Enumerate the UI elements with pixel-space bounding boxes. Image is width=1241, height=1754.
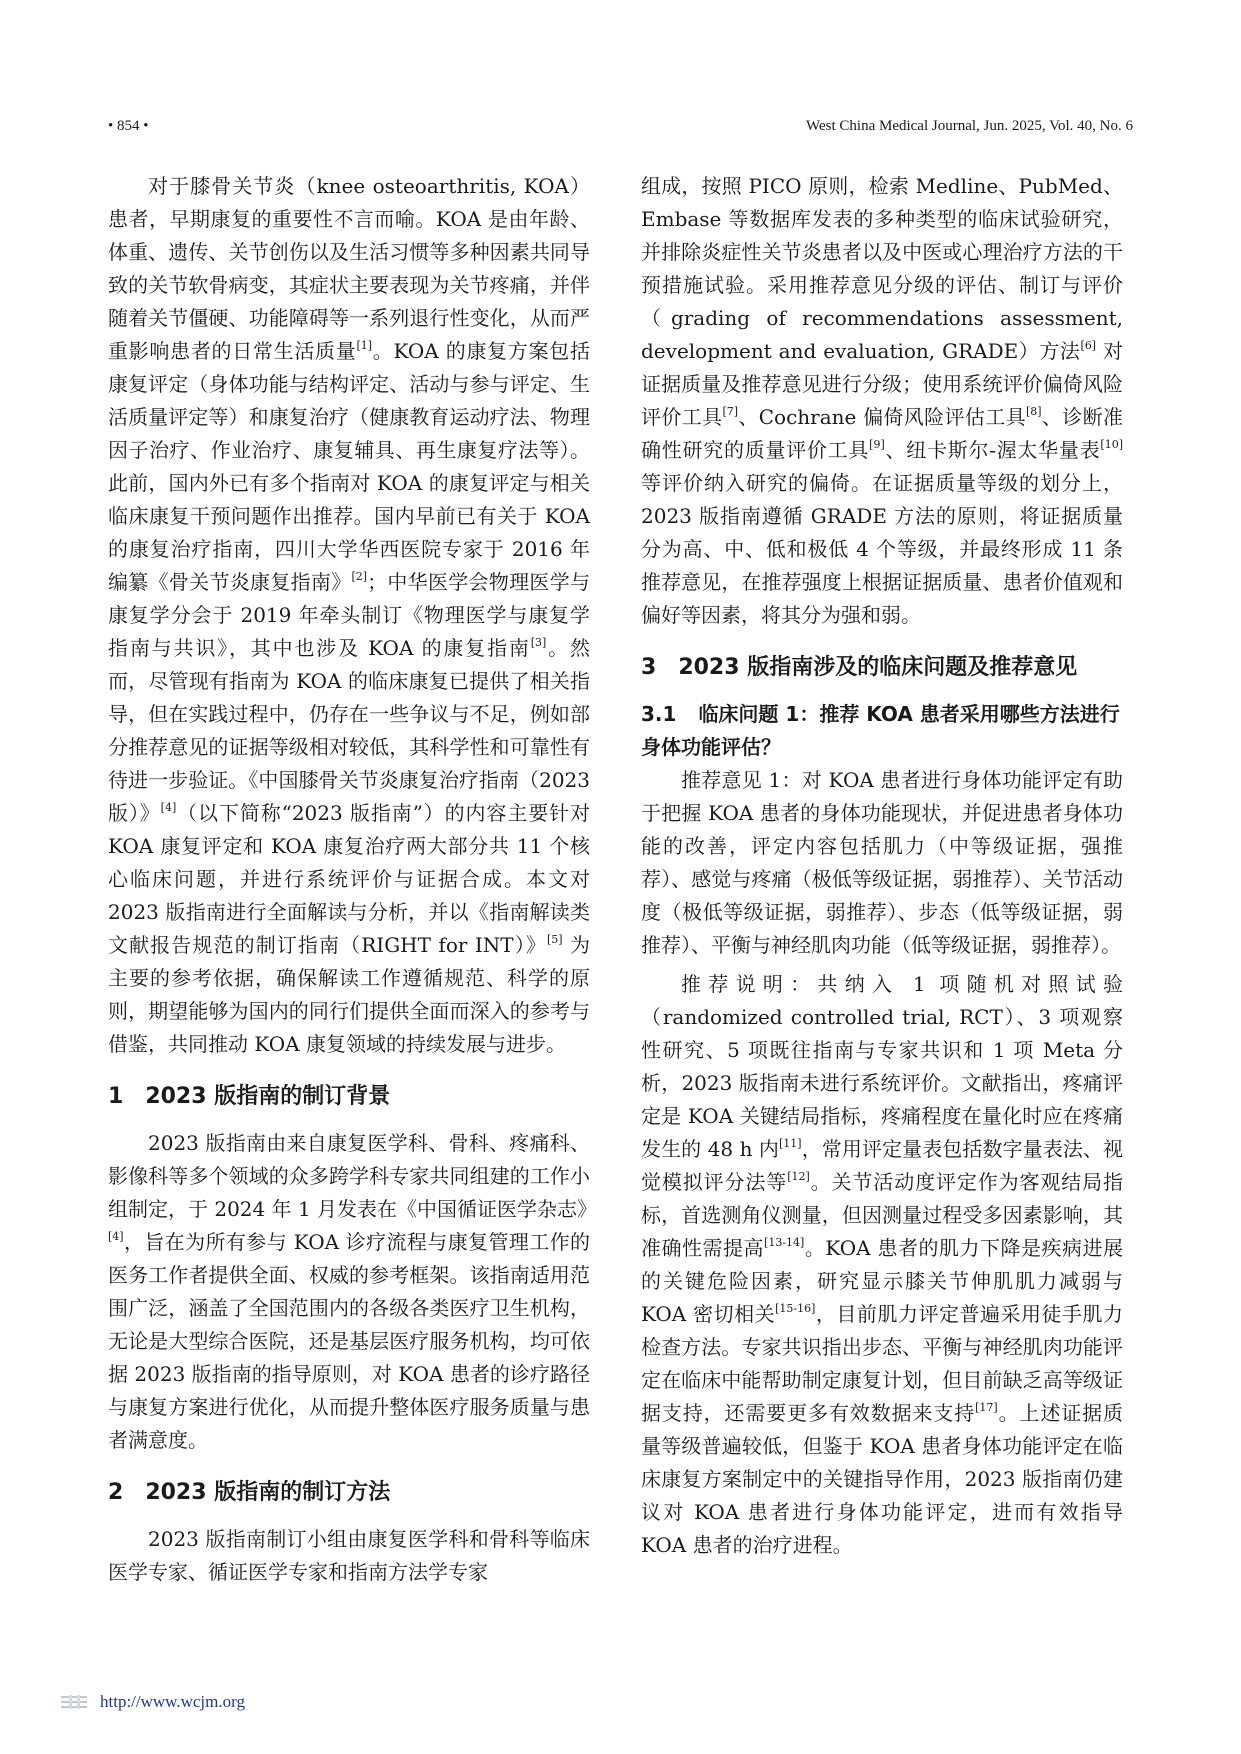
journal-website-link[interactable]: http://www.wcjm.org (100, 1692, 245, 1711)
citation-ref[interactable]: [1] (356, 339, 373, 352)
section-heading-2: 2 2023 版指南的制订方法 (108, 1480, 391, 1505)
page-number: • 854 • (108, 118, 149, 134)
citation-ref[interactable]: [6] (1080, 339, 1097, 352)
intro-paragraph: 对于膝骨关节炎（knee osteoarthritis, KOA）患者，早期康复的重要性不言而喻。KOA 是由年龄、体重、遗传、关节创伤以及生活习惯等多种因素共同导致的关节软骨病变，其症状主要表现为关节疼痛，并伴随着关节僵硬、功能障碍等一系列退行性变化，从而严重影响患者的日常生活质量[1]。KOA 的康复方案包括康复评定（身体功能与结构评定、活动与参与评定、生活质量评定等）和康复治疗（健康教育运动疗法、物理因子治疗、作业治疗、康复辅具、再生康复疗法等）。此前，国内外已有多个指南对 KOA 的康复评定与相关临床康复干预问题作出推荐。国内早前已有关于 KOA 的康复治疗指南，四川大学华西医院专家于 2016 年编纂《骨关节炎康复指南》[2]；中华医学会物理医学与康复学分会于 2019 年牵头制订《物理医学与康复学指南与共识》，其中也涉及 KOA 的康复指南[3]。然而，尽管现有指南为 KOA 的临床康复已提供了相关指导，但在实践过程中，仍存在一些争议与不足，例如部分推荐意见的证据等级相对较低，其科学性和可靠性有待进一步验证。《中国膝骨关节炎康复治疗指南（2023 版）》[4]（以下简称“2023 版指南”）的内容主要针对 KOA 康复评定和 KOA 康复治疗两大部分共 11 个核心临床问题，并进行系统评价与证据合成。本文对 2023 版指南进行全面解读与分析，并以《指南解读类文献报告规范的制订指南（RIGHT for INT）》[5] 为主要的参考依据，确保解读工作遵循规范、科学的原则，期望能够为国内的同行们提供全面而深入的参考与借鉴，共同推动 KOA 康复领域的持续发展与进步。 (108, 174, 591, 1056)
left-column (108, 170, 598, 1595)
citation-ref[interactable]: [10] (1100, 438, 1123, 451)
citation-ref[interactable]: [17] (975, 1401, 998, 1414)
citation-ref[interactable]: [9] (869, 438, 885, 451)
citation-ref[interactable]: [11] (779, 1137, 802, 1150)
section-heading-1: 1 2023 版指南的制订背景 (108, 1084, 391, 1109)
citation-ref[interactable]: [4] (108, 1230, 124, 1243)
citation-ref[interactable]: [2] (351, 570, 368, 583)
citation-ref[interactable]: [12] (787, 1170, 810, 1183)
section-heading-3: 3 2023 版指南涉及的临床问题及推荐意见 (641, 655, 1078, 680)
section-1-paragraph: 2023 版指南由来自康复医学科、骨科、疼痛科、影像科等多个领域的众多跨学科专家共同组建的工作小组制定，于 2024 年 1 月发表在《中国循证医学杂志》[4]，旨在为所有参与 KOA 诊疗流程与康复管理工作的医务工作者提供全面、权威的参考框架。该指南适用范围广泛，涵盖了全国范围内的各级各类医疗卫生机构，无论是大型综合医院，还是基层医疗服务机构，均可依据 2023 版指南的指导原则，对 KOA 患者的诊疗路径与康复方案进行优化，从而提升整体医疗服务质量与患者满意度。 (108, 1131, 598, 1452)
citation-ref[interactable]: [13-14] (764, 1236, 805, 1249)
citation-ref[interactable]: [5] (546, 933, 563, 946)
citation-ref[interactable]: [15-16] (775, 1302, 816, 1315)
right-column (641, 170, 1123, 1568)
recommendation-explanation: 推荐说明：共纳入 1 项随机对照试验（randomized controlled trial, RCT）、3 项观察性研究、5 项既往指南与专家共识和 1 项 Meta 分析，2023 版指南未进行系统评价。文献指出，疼痛评定是 KOA 关键结局指标，疼痛程度在量化时应在疼痛发生的 48 h 内[11]，常用评定量表包括数字量表法、视觉模拟评分法等[12]。关节活动度评定作为客观结局指标，首选测角仪测量，但因测量过程受多因素影响，其准确性需提高[13-14]。KOA 患者的肌力下降是疾病进展的关键危险因素，研究显示膝关节伸肌肌力减弱与 KOA 密切相关[15-16]，目前肌力评定普遍采用徒手肌力检查方法。专家共识指出步态、平衡与神经肌肉功能评定在临床中能帮助制定康复计划，但目前缺乏高等级证据支持，还需要更多有效数据来支持[17]。上述证据质量等级普遍较低，但鉴于 KOA 患者身体功能评定在临床康复方案制定中的关键指导作用，2023 版指南仍建议对 KOA 患者进行身体功能评定，进而有效指导 KOA 患者的治疗进程。 (641, 972, 1124, 1557)
subsection-heading-3-1: 3.1 临床问题 1：推荐 KOA 患者采用哪些方法进行身体功能评估？ (641, 702, 1120, 759)
recommendation-1: 推荐意见 1：对 KOA 患者进行身体功能评定有助于把握 KOA 患者的身体功能现状，并促进患者身体功能的改善，评定内容包括肌力（中等级证据，强推荐）、感觉与疼痛（极低等级证据，弱推荐）、关节活动度（极低等级证据，弱推荐）、步态（低等级证据，弱推荐）、平衡与神经肌肉功能（低等级证据，弱推荐）。 (641, 768, 1123, 957)
journal-citation: West China Medical Journal, Jun. 2025, Vol. 40, No. 6 (806, 118, 1133, 134)
section-2-paragraph-start: 2023 版指南制订小组由康复医学科和骨科等临床医学专家、循证医学专家和指南方法学专家 (108, 1527, 590, 1584)
citation-ref[interactable]: [7] (722, 405, 739, 418)
section-2-paragraph-cont: 组成，按照 PICO 原则，检索 Medline、PubMed、Embase 等数据库发表的多种类型的临床试验研究，并排除炎症性关节炎患者以及中医或心理治疗方法的干预措施试验。采用推荐意见分级的评估、制订与评价（grading of recommendations assessment, development and evaluation, GRADE）方法[6] 对证据质量及推荐意见进行分级；使用系统评价偏倚风险评价工具[7]、Cochrane 偏倚风险评估工具[8]、诊断准确性研究的质量评价工具[9]、纽卡斯尔-渥太华量表[10] 等评价纳入研究的偏倚。在证据质量等级的划分上，2023 版指南遵循 GRADE 方法的原则，将证据质量分为高、中、低和极低 4 个等级，并最终形成 11 条推荐意见，在推荐强度上根据证据质量、患者价值观和偏好等因素，将其分为强和弱。 (641, 174, 1124, 627)
citation-ref[interactable]: [8] (1025, 405, 1042, 418)
journal-logo-icon (60, 1694, 88, 1710)
citation-ref[interactable]: [4] (160, 801, 177, 814)
citation-ref[interactable]: [3] (530, 636, 547, 649)
running-header (108, 118, 1133, 142)
